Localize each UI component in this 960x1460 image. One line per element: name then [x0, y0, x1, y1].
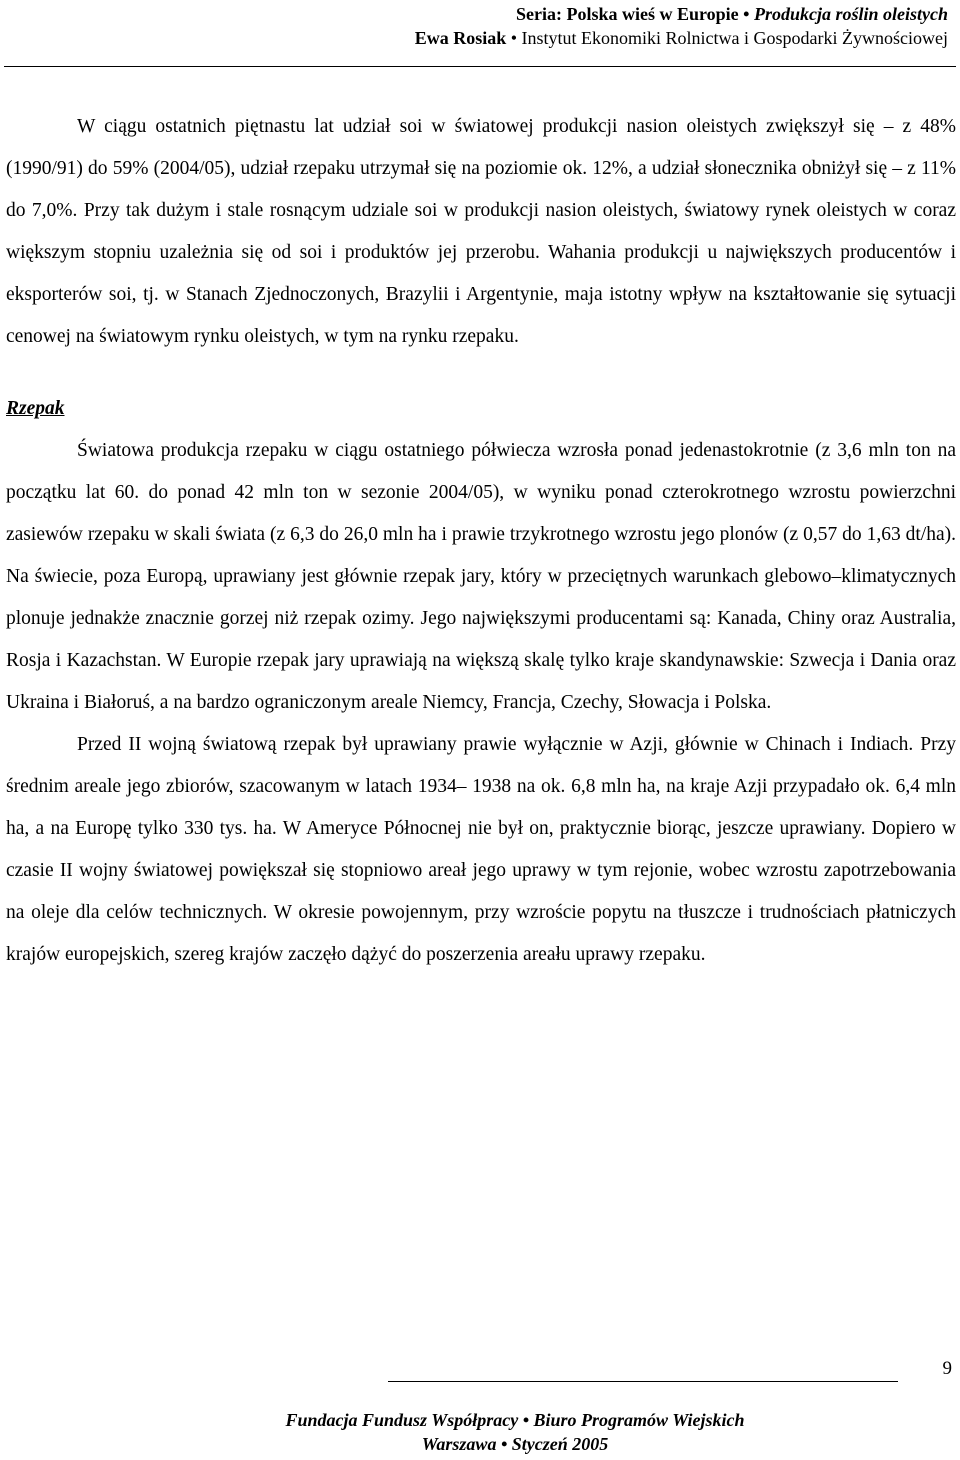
footer-divider	[388, 1381, 898, 1382]
series-prefix: Seria: Polska wieś w Europie •	[516, 4, 754, 24]
footer-organization: Fundacja Fundusz Współpracy • Biuro Programów Wiejskich	[285, 1410, 745, 1430]
paragraph-soy-share: W ciągu ostatnich piętnastu lat udział soi w światowej produkcji nasion oleistych zwiększył się – z 48% (1990/91) do 59% (2004/05), udział rzepaku utrzymał się na poziomie ok. 12%, a udział słonecznika obniżył się – z 11% do 7,0%. Przy tak dużym i stale rosnącym udziale soi w produkcji nasion oleistych, światowy rynek oleistych w coraz większym stopniu uzależnia się od soi i produktów jej przerobu. Wahania produkcji u największych producentów i eksporterów soi, tj. w Stanach Zjednoczonych, Brazylii i Argentynie, maja istotny wpływ na kształtowanie się sytuacji cenowej na światowym rynku oleistych, w tym na rynku rzepaku.	[6, 116, 956, 347]
paragraph-world-production: Światowa produkcja rzepaku w ciągu ostatniego półwiecza wzrosła ponad jedenastokrotnie (z 3,6 mln ton na początku lat 60. do ponad 42 mln ton w sezonie 2004/05), w wyniku ponad czterokrotnego wzrostu powierzchni zasiewów rzepaku w skali świata (z 6,3 do 26,0 mln ha i prawie trzykrotnego wzrostu jego plonów (z 0,57 do 1,63 dt/ha). Na świecie, poza Europą, uprawiany jest głównie rzepak jary, który w przeciętnych warunkach glebowo–klimatycznych plonuje jednakże znacznie gorzej niż rzepak ozimy. Jego największymi producentami są: Kanada, Chiny oraz Australia, Rosja i Kazachstan. W Europie rzepak jary uprawiają na większą skalę tylko kraje skandynawskie: Szwecja i Dania oraz Ukraina i Białoruś, a na bardzo ograniczonym areale Niemcy, Francja, Czechy, Słowacja i Polska.	[6, 440, 956, 713]
document-body	[6, 106, 956, 976]
paragraph-history: Przed II wojną światową rzepak był uprawiany prawie wyłącznie w Azji, głównie w Chinach i Indiach. Przy średnim areale jego zbiorów, szacowanym w latach 1934– 1938 na ok. 6,8 mln ha, na kraje Azji przypadało ok. 6,4 mln ha, a na Europę tylko 330 tys. ha. W Ameryce Północnej nie był on, praktycznie biorąc, jeszcze uprawiany. Dopiero w czasie II wojny światowej powiększał się stopniowo areał jego uprawy w tym rejonie, wobec wzrostu zapotrzebowania na oleje dla celów technicznych. W okresie powojennym, przy wzroście popytu na tłuszcze i trudnościach płatniczych krajów europejskich, szereg krajów zaczęło dążyć do poszerzenia areału uprawy rzepaku.	[6, 734, 956, 965]
author-name: Ewa Rosiak	[414, 28, 507, 48]
series-line	[415, 2, 948, 26]
page-number: 9	[942, 1358, 952, 1379]
author-line	[415, 26, 948, 50]
page-footer	[0, 1408, 960, 1456]
institute-name: • Instytut Ekonomiki Rolnictwa i Gospodarki Żywnościowej	[506, 28, 948, 48]
series-title: Produkcja roślin oleistych	[753, 4, 948, 24]
footer-place-date: Warszawa • Styczeń 2005	[421, 1434, 609, 1454]
header-divider	[4, 66, 956, 67]
section-heading-rzepak: Rzepak	[6, 398, 65, 419]
running-header	[415, 2, 948, 50]
